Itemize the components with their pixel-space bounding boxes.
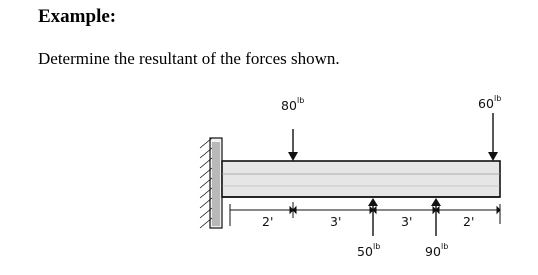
force-50-unit: lb: [373, 242, 381, 251]
example-heading: Example:: [38, 6, 117, 27]
problem-statement: Determine the resultant of the forces shown.: [38, 49, 340, 68]
cantilever-beam: [222, 161, 500, 197]
force-90-arrow: [431, 198, 441, 236]
force-50-label: 50: [357, 244, 373, 259]
force-50-arrow: [368, 198, 378, 236]
force-80-arrow: [288, 129, 298, 161]
force-60-label: 60: [478, 96, 494, 111]
span-label-3: 3': [401, 214, 413, 229]
force-60-unit: lb: [494, 94, 502, 103]
wall-support: [200, 138, 222, 228]
force-80-label: 80: [281, 98, 297, 113]
force-80-unit: lb: [297, 96, 305, 105]
force-90-unit: lb: [441, 242, 449, 251]
force-60-arrow: [488, 113, 498, 161]
span-label-4: 2': [463, 214, 475, 229]
force-90-label: 90: [425, 244, 441, 259]
span-label-2: 3': [330, 214, 342, 229]
span-label-1: 2': [262, 214, 274, 229]
